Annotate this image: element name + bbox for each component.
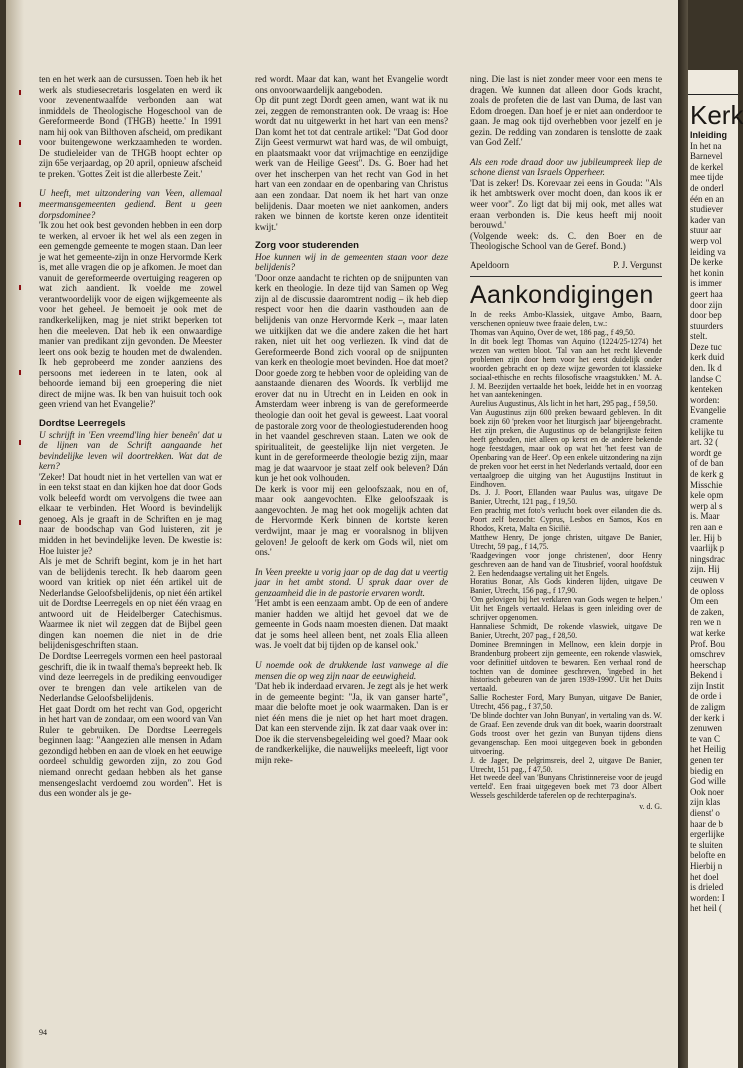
next-page-line: de kerk g [690,469,724,479]
interview-question: U schrijft in 'Een vreemd'ling hier beneên' dat u de lijnen van de Schrift aangaande het bevindelijke leven wil doortrekken. Wat dat de kern? [39,429,222,472]
next-page-line: de orde i [690,691,722,702]
announcements-signature: v. d. G. [639,802,662,812]
margin-mark [19,370,21,375]
next-page-line: stuurders [690,320,723,331]
paragraph: ning. Die last is niet zonder meer voor een mens te dragen. We kunnen dat alleen door Gods kracht, zoals de profeten die de last van Duma, de last van Edom droegen. Dan hoef je er niet aan onderdoor te gaan. Je mag ook tijd overhebben voor jezelf en je gezin. De redding van zondaren is tenslotte de zaak van God Zelf.' [470,74,662,148]
next-page-line: de zaligm [690,702,726,713]
next-page-line: ceuwen v [690,574,725,585]
book-gutter [678,0,688,1068]
next-page-line: omschrev [690,649,725,660]
section-heading: Zorg voor studerenden [255,240,359,252]
next-page-line: te sluiten [690,839,723,850]
margin-mark [19,90,21,95]
interview-question: In Veen preekte u vorig jaar op de dag dat u veertig jaar in het ambt stond. U sprak daar over de genzaamheid die in de pastorie ervaren wordt. [255,566,448,598]
next-page-line: leiding va [690,246,726,257]
next-page-line: zijn Instit [690,680,725,691]
paragraph: 'Dat heb ik inderdaad ervaren. Je zegt als je het werk in de gemeente begint: "Ja, ik van ganser harte", maar die belofte moet je ook waarmaken. Dan is er niet één mens die je niet op het hart moet dragen. Dat kan een stervende zijn. Ik zat daar vaak over in: Doe ik die stervensbegeleiding wel goed? Maar ook de randkerkelijke, die nauwelijks meeleeft, ligt voor mijn reke- [255,681,448,765]
margin-mark [19,140,21,145]
next-page-line: het konin [690,267,724,278]
announcement-text: Een prachtig met foto's verlucht boek over eilanden die ds. Poort zelf bezocht: Cyprus, Lesbos en Samos, Kos en Rhodos, Kreta, Malta en Sicilië. [470,506,662,534]
magazine-page [6,0,678,1068]
next-page-line: Ook noer [690,786,724,797]
next-page-line: het Heilig [690,744,726,755]
announcement-text: 'Om gelovigen bij het verklaren van Gods wegen te helpen.' Uit het Engels vertaald. Helaas is geen inleiding over de schrijver opgenomen. [470,595,662,623]
next-page-line: belofte en [690,850,726,861]
paragraph: 'Zeker! Dat houdt niet in het vertellen van wat er in een tekst staat en dan kijken hoe dat door Gods volk beleefd wordt om vervolgens die twee aan elkaar te verbinden. Het Woord is bevindelijk genoeg. Als je graaft in de Schriften en je mag naar de boodschap van God luisteren, zit je midden in het bevindelijke leven. De kwestie is: Hoe luister je? [39,471,222,556]
next-page-line: het doel [690,871,719,882]
next-page-line: te van C [690,733,720,744]
announcement-text: Ds. J. J. Poort, Ellanden waar Paulus was, uitgave De Banier, Utrecht, 121 pag., f 19,50. [470,488,662,507]
next-page-line: Misschie [690,479,723,490]
margin-mark [19,520,21,525]
article-signature [470,260,662,271]
next-page-line: de kerkel [690,161,724,172]
next-page-line: kader van [690,214,726,225]
next-page-line: mee tijde [690,172,724,183]
next-page-line: worden: I [690,892,725,903]
paragraph: ten en het werk aan de cursussen. Toen heb ik het werk als studiesecretaris losgelaten en werd ik voor zevenentwaalfde verbonden aan wat inmiddels de Theologische Hogeschool van de Gereformeerde Bond (THGB) heette.' In 1991 nam hij ook van Bilthoven afscheid, om predikant voor buitengewone werkzaamheden te worden. De studieleider van de THGB hoopt echter op zijn 65e verjaardag, op 20 april, opnieuw afscheid te preken. 'Gottes Zeit ist die allerbeste Zeit.' [39,74,222,179]
next-page-line: is. Maar [690,511,720,522]
next-page-line: kenteken [690,384,723,395]
section-divider [470,276,662,277]
next-page-line: Deze tuc [690,341,722,352]
next-page-line: ler. Hij b [690,532,722,543]
next-page-line: geert haa [690,288,723,299]
next-page-line: den. Ik d [690,363,722,374]
paragraph: (Volgende week: ds. C. den Boer en de Theologische School van de Geref. Bond.) [470,230,662,252]
signature-place: Apeldoorn [470,259,510,270]
announcements-heading: Aankondigingen [470,281,654,310]
paragraph: 'Het ambt is een eenzaam ambt. Op de een of andere manier hadden we altijd het gevoel dat we de gemeente in Gods naam moesten dienen. Dat maakt dat je soms heel alleen bent, net zoals Elia alleen was. Je voelt dat bij tijden op de kansel ook.' [255,598,448,651]
next-page-line: kelijke tu [690,426,724,437]
paragraph: De kerk is voor mij een geloofszaak, nou en of, maar ook aangevochten. Elke geloofszaak is aangevochten. Je mag het ook mogelijk achten dat de Hervormde Kerk binnen de kortste keren verdwijnt, maar je mag er vooralsnog in blijven geloven! Je gelooft de kerk om Gods wil, niet om ons.' [255,483,448,558]
next-page-line: In het na [690,140,722,151]
next-page-line: Evangelie [690,405,726,416]
announcement-text: Thomas van Aquino, Over de wet, 186 pag., f 49,50. [470,328,635,338]
next-page-line: de onderl [690,182,724,193]
announcement-text: Dominee Bremningen in Mellnow, een klein dorpje in Brandenburg probeert zijn gemeente, een rokende vlaswiek, voor definitief uitdoven te bewaren. Een verhaal rond de tochten van de dominee geschreven, 'ingebed in het historisch gebeuren van de jaren 1939-1990'. Uit het Duits vertaald. [470,639,662,694]
page-number: 94 [39,1028,47,1037]
announcement-text: In de reeks Ambo-Klassiek, uitgave Ambo, Baarn, verschenen opnieuw twee fraaie delen, t.w.: [470,310,662,329]
paragraph: Als je met de Schrift begint, kom je in het hart van de belijdenis terecht. Ik heb daarom geen woord van kritiek op niet één artikel uit de Nederlandse Geloofsbelijdenis, op niet één artikel uit de Dordtse Leerregels en op niet één vraag en antwoord uit de Heidelberger Catechismus. Waarmee ik niet wil zeggen dat de Bijbel geen dingen kan noemen die niet in de drie belijdenisgeschriften staan. [39,556,222,651]
interview-question: Als een rode draad door uw jubileumpreek liep de schone dienst van Israels Opperheer. [470,156,662,178]
next-page-line: door bep [690,310,722,321]
paragraph: 'Ik zou het ook best gevonden hebben in een dorp te werken, al ervoer ik het wel als een zegen in een gemengde gemeente te mogen staan. Dan leer je wat het gemeente-zijn in onze Hervormde Kerk is, met alle vragen die op je afkomen. Je moet dan vanuit de gereformeerde overtuiging reageren op wat zich aandient. Ik voelde me zowel verantwoordelijk voor de eigen wijkgemeente als voor het geheel. Je bemoeit je ook met de randkerkelijken, mag je niet strikt beperken tot hen die meeleven. Dat heb ik een onwaardige manier van predikant zijn gevonden. De Meester leert ons ook bezig te houden met de dwalenden. Ik heb geprobeerd me zonder aanziens des persoons met iedereen in te laten, ook al behoorde iemand bij een groepering die niet direct de mijne was. Ik ben van huisuit toch ook geen vriend van het Evangelie?' [39,220,222,410]
next-page-rule [688,94,738,95]
next-page-line: is drieled [690,882,724,893]
announcement-text: Horatius Bonar, Als Gods kinderen lijden, uitgave De Banier, Utrecht, 156 pag., f 17,90. [470,577,662,596]
next-page-line: haar de b [690,818,723,829]
announcement-text: Hannaliese Schmidt, De rokende vlaswiek, uitgave De Banier, Utrecht, 207 pag., f 28,50. [470,622,662,640]
paragraph: Het gaat Dordt om het recht van God, opgericht in het hart van de zondaar, om een woord van Van Ruler te gebruiken. De Dordtse Leerregels beginnen laag: "Aangezien alle mensen in Adam gezondigd hebben en aan de vloek en het eeuwige oordeel schuldig geworden zijn, zo zou God niemand onrecht gedaan hebben als het ganse mensengeslacht verdoemd zou worden". Het is dus een wonder als je ge- [39,703,222,799]
paragraph: red wordt. Maar dat kan, want het Evangelie wordt ons onvoorwaardelijk aangeboden. [255,74,448,95]
next-page-line: Hierbij n [690,860,723,871]
next-page-line: studiever [690,204,723,215]
next-page-fragment [688,70,743,1068]
next-page-line: Om een [690,596,719,607]
next-page-line: zijn klas [690,797,721,808]
next-page-line: stuur aar [690,225,722,236]
signature-author: P. J. Vergunst [613,259,662,270]
next-page-line: kele opm [690,490,724,501]
next-page-line: genen ter [690,755,724,766]
paragraph: 'Dat is zeker! Ds. Korevaar zei eens in Gouda: "Als ik het ambtswerk over mocht doen, dan koos ik er weer voor". Zo ligt dat bij mij ook, met alles wat eraan verbonden is. Die keus heeft mij nooit berouwd.' [470,177,662,231]
margin-marks [19,80,23,550]
next-page-line: één en an [690,193,724,204]
next-page-heading: Kerk [690,100,743,130]
next-page-line: kerk duid [690,352,725,363]
announcement-text: Sallie Rochester Ford, Mary Bunyan, uitgave De Banier, Utrecht, 456 pag., f 37,50. [470,693,662,712]
next-page-line: of de ban [690,458,724,469]
column-3 [470,74,662,812]
announcement-text: Het tweede deel van 'Bunyans Christinnereise voor de jeugd verteld'. Een fraai uitgegeven boek met 73 door Albert Wessels geschilderde taferelen op de rechterpagina's. [470,773,662,801]
next-page-line: ergerlijke [690,829,725,840]
next-page-line: zenuwen [690,723,722,734]
next-page-line: werp vol [690,235,722,246]
next-page-line: De kerke [690,257,723,268]
next-page-line: Barnevel [690,151,723,162]
paragraph: 'Door onze aandacht te richten op de snijpunten van kerk en theologie. In deze tijd van Samen op Weg zijn al de discussie daaromtrent nodig – ik heb diep respect voor hen die daarin vasthouden aan de belijdenis van onze Hervormde Kerk –, maar laten we uitkijken dat we die andere zaken die het hart raken, niet uit het oog verliezen. Ik vind dat de Gereformeerde Bond zich vooral op de snijpunten van kerk en theologie moet bevinden. Hoe dat moet? Door goede zorg te hebben voor de opleiding van de aanstaande dienaren des Woords. Ik verblijd me erover dat nu in Utrecht en in Leiden en ook in Amsterdam weer inbreng is van de gereformeerde theologie dan ooit het geval is geweest. Laat vooral de pastorale zorg voor de theologiestuderenden hoog in het vaandel geschreven staan. Laten we ook de spiritualiteit, de geestelijke lijn niet vergeten. Je kunt in de gereformeerde theologie bezig zijn, maar mag je dat waarvoor je staat zelf ook beleven? Dán kun je het ook volhouden. [255,272,448,484]
next-page-line: der kerk i [690,712,725,723]
next-page-line: dienst' o [690,808,720,818]
interview-question: U heeft, met uitzondering van Veen, allemaal meermansgemeenten gediend. Bent u geen dorpsdominee? [39,188,222,220]
next-page-line: Bekend i [690,670,723,681]
margin-mark [19,440,21,445]
next-page-line: heerschap [690,659,726,670]
next-page-line: wordt ge [690,447,722,458]
next-page-line: wat kerke [690,627,726,638]
next-page-line: zijn. Hij [690,564,720,575]
interview-question: U noemde ook de drukkende last vanwege al die mensen die op weg zijn naar de eeuwigheid. [255,659,448,681]
next-page-line: de zaken, [690,606,724,617]
next-page-line: werp al s [690,500,723,511]
announcement-text: Aurelius Augustinus, Als licht in het hart, 295 pag., f 59,50. [470,399,658,409]
paragraph: Op dit punt zegt Dordt geen amen, want wat ik nu zei, zeggen de remonstranten ook. De vraag is: Hoe wordt dat nu uitgewerkt in het hart van een mens? Dan komt het tot dat centrale artikel: "Dat God door Zijn Geest vermurwt wat hard was, de wil ombuigt, en plaatsmaakt voor dat vrijmachtige en eenzijdige werk van de Heilige Geest". Ds. G. Boer had het over het inscherpen van het recht van God in het hart van een zondaar en de openbaring van Christus aan een zondaar. Dat noem ik het hart van onze belijdenis. Daar moeten we niet aankomen, anders raken we binnen de kortste keren onze identiteit kwijt.' [255,95,448,232]
next-page-line: cramente [690,416,723,427]
next-page-line: stelt. [690,331,708,342]
margin-mark [19,285,21,290]
next-page-line: vaarlijk p [690,543,725,554]
section-heading: Dordtse Leerregels [39,417,126,429]
next-page-subheading: Inleiding [690,130,727,140]
column-2 [255,74,448,765]
announcement-text: 'De blinde dochter van John Bunyan', in vertaling van ds. W. de Graaf. Een zevende druk van dit boek, waarin doorstraalt Gods troost over het gezin van Bunyan tijdens diens gevangenschap. Een mooi uitgegeven boek in gebonden uitvoering. [470,711,662,756]
announcement-text: Van Augustinus zijn 600 preken bewaard gebleven. In dit boek zijn 60 'preken voor het liturgisch jaar' bijeengebracht. Het zijn preken, die Augustinus op de belangrijkste feiten heeft gehouden, niet alleen op kerst en de andere bekende hoge feestdagen, maar ook op wat het 'het feest van de Openbaring van de Heer'. Op een enkele uitzondering na zijn de preken voor het eerst in het Nederlands vertaald, door een vertaalgroep die uitging van het Augustijns Instituut in Eindhoven. [470,408,662,489]
paragraph: De Dordtse Leerregels vormen een heel pastoraal geschrift, die ik in twaalf thema's bepreekt heb. Ik vind deze leerregels in de prediking eenvoudiger over te brengen dan vele artikelen van de Nederlandse Geloofsbelijdenis. [39,650,222,704]
next-page-lines [690,130,727,914]
next-page-line: ren aan e [690,521,723,532]
announcement-text: Matthew Henry, De jonge christen, uitgave De Banier, Utrecht, 59 pag., f 14,75. [470,532,662,551]
announcement-text: In dit boek legt Thomas van Aquino (1224/25-1274) het wezen van wetten bloot. 'Tal van aan het recht klevende problemen zijn door hem voor het eerst duidelijk onder woorden gebracht en op deze wijze geworden tot klassieke sociaal-ethische en rechts filosofische vraagstukken.' M. A. J. M. Beezijden vertaalde het boek, leidde het in en voorzag het van aantekeningen. [470,337,662,400]
next-page-line: biedig en [690,765,724,776]
announcement-text: 'Raadgevingen voor jonge christenen', door Henry geschreven aan de hand van de Titusbrief, vooral hoofdstuk 2. Een hedendaagse vertaling uit het Engels. [470,550,662,578]
next-page-line: ningsdrac [690,553,725,564]
announcement-text: J. de Jager, De pelgrimsreis, deel 2, uitgave De Banier, Utrecht, 151 pag., f 47,50. [470,755,662,774]
announcements-list [470,311,662,812]
column-1 [39,74,222,799]
next-page-line: de oploss [690,585,724,596]
next-page-line: Prof. Bou [690,638,726,649]
next-page-line: God wille [690,776,726,787]
margin-mark [19,202,21,207]
next-page-line: is immer [690,278,722,289]
next-page-line: worden: [690,394,720,405]
next-page-line: door zijn [690,299,723,310]
next-page-line: art. 32 ( [690,437,719,448]
interview-question: Hoe kunnen wij in de gemeenten staan voor deze belijdenis? [255,251,448,273]
next-page-line: ren we n [690,617,721,628]
next-page-line: het heil ( [690,903,722,914]
next-page-line: landse C [690,373,722,384]
